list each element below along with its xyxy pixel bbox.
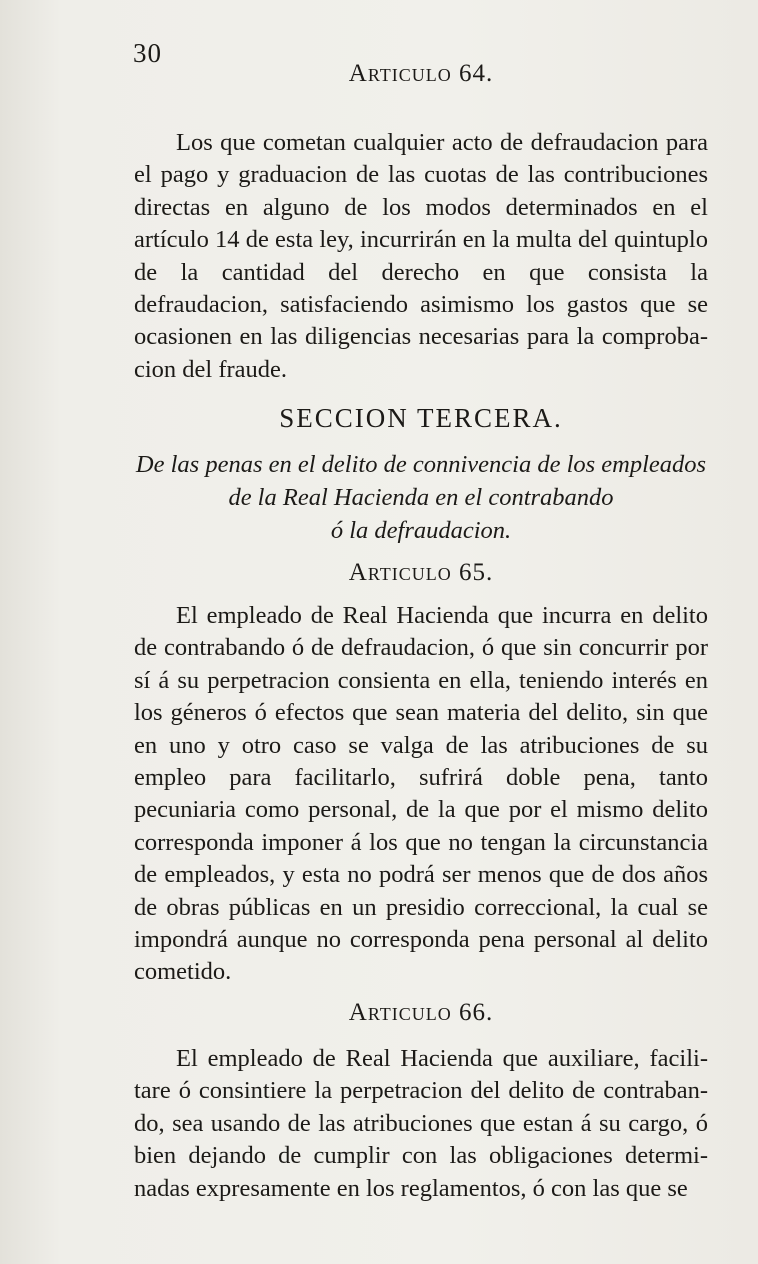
article-66-heading: Articulo 66.	[348, 999, 494, 1026]
article-65-block	[134, 600, 708, 989]
article-64-heading: Articulo 64.	[348, 60, 494, 87]
page-number: 30	[133, 38, 162, 68]
section-subtitle-line-2: de la Real Hacienda en el contrabando	[228, 484, 614, 511]
section-title: SECCION TERCERA.	[279, 403, 563, 433]
article-66-text: El empleado de Real Hacienda que auxiliare, facilitare ó consintiere la perpetracion del delito de contrabando, sea usando de las atribuciones que estan á su cargo, ó bien dejando de cumplir con las obligaciones determinadas expresamente en los reglamentos, ó con las que se	[134, 1045, 708, 1202]
article-65-heading: Articulo 65.	[348, 559, 494, 586]
article-64-text: Los que cometan cualquier acto de defraudacion para el pago y graduacion de las cuotas de las contribuciones directas en alguno de los modos determinados en el artículo 14 de esta ley, incurrirán en la multa del quintuplo de la cantidad del derecho en que consista la defraudacion, satisfaciendo asimismo los gastos que se ocasionen en las diligencias necesarias para la comprobacion del fraude.	[134, 129, 708, 383]
article-64-block	[134, 127, 708, 386]
section-subtitle	[130, 448, 712, 547]
article-65-text: El empleado de Real Hacienda que incurra en delito de contrabando ó de defraudacion, ó que sin concurrir por sí á su perpetracion consienta en ella, teniendo interés en los géneros ó efectos que sean materia del delito, sin que en uno y otro caso se valga de las atribuciones de su empleo para facilitarlo, sufrirá doble pena, tanto pecuniaria como personal, de la que por el mismo delito corresponda imponer á los que no tengan la circunstancia de empleados, y esta no podrá ser menos que de dos años de obras públicas en un presidio correccional, la cual se impondrá aunque no corresponda pena personal al delito cometido.	[134, 602, 708, 986]
article-66-block	[134, 1043, 708, 1205]
section-subtitle-line-1: De las penas en el delito de connivencia de los empleados	[135, 451, 707, 478]
section-subtitle-line-3: ó la defraudacion.	[330, 517, 512, 544]
